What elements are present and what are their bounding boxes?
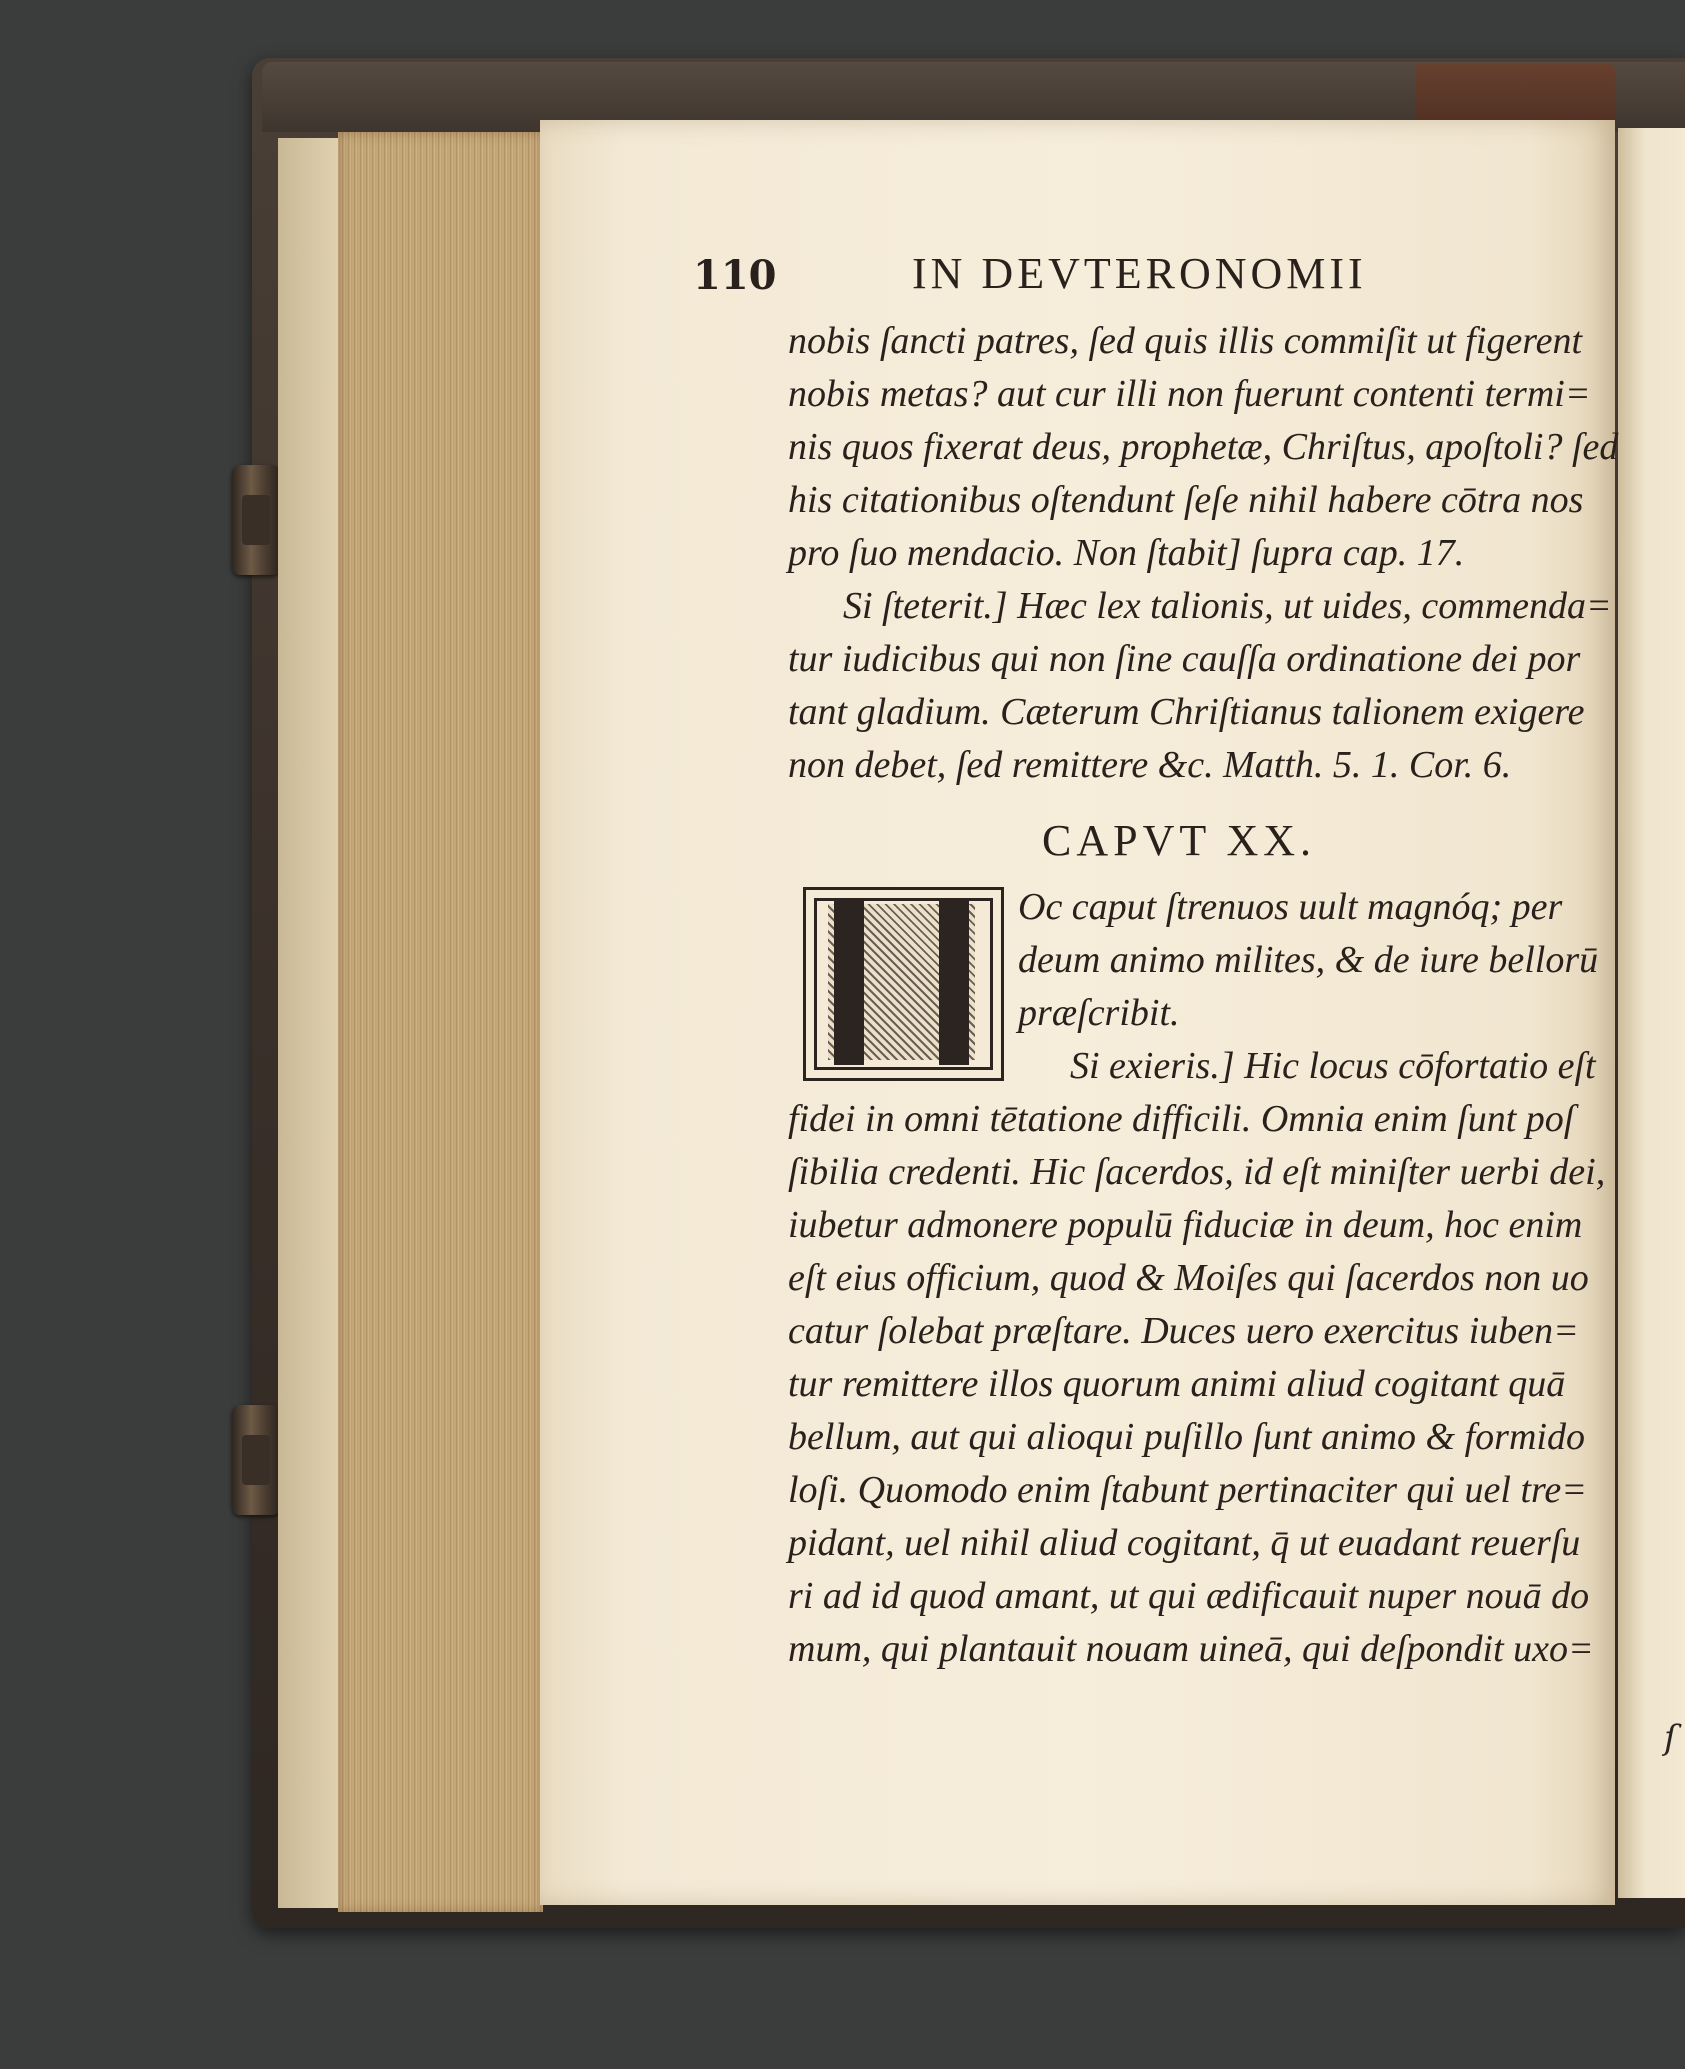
text-line: nis quos fixerat deus, prophetæ, Chriſtus, apoſtoli? ſed [788,426,1619,468]
text-line: non debet, ſed remittere &c. Matth. 5. 1. Cor. 6. [788,744,1512,786]
text-line: iubetur admonere populū fiduciæ in deum, hoc enim [788,1204,1583,1246]
text-line: pidant, uel nihil aliud cogitant, q̄ ut euadant reuerſu [788,1522,1581,1564]
text-line: ri ad id quod amant, ut qui ædificauit nuper nouā do [788,1575,1590,1617]
text-line: pro ſuo mendacio. Non ſtabit] ſupra cap. 17. [788,532,1465,574]
initial-stem-right [939,900,969,1065]
text-line: his citationibus oſtendunt ſeſe nihil habere cōtra nos [788,479,1584,521]
text-line: nobis ſancti patres, ſed quis illis commiſit ut figerent [788,320,1583,362]
text-line: præſcribit. [1018,992,1180,1034]
running-head: IN DEVTERONOMII [912,249,1367,298]
lower-clasp [232,1405,280,1515]
text-line: tant gladium. Cæterum Chriſtianus talionem exigere [788,691,1585,733]
text-line: nobis metas? aut cur illi non fuerunt contenti termi= [788,373,1591,415]
text-line: mum, qui plantauit nouam uineā, qui deſpondit uxo= [788,1628,1594,1670]
text-line: fidei in omni tētatione difficili. Omnia enim ſunt poſ [788,1098,1575,1140]
text-line: Si exieris.] Hic locus cōfortatio eſt [1070,1045,1596,1087]
decorated-initial-h-icon [803,887,1004,1081]
page-number: 110 [693,252,777,299]
text-line: loſi. Quomodo enim ſtabunt pertinaciter qui uel tre= [788,1469,1587,1511]
facing-page-edge [1618,128,1685,1898]
text-line: tur iudicibus qui non ſine cauſſa ordinatione dei por [788,638,1581,680]
page-edges [338,132,543,1912]
facing-page-fragment: ſ [1664,1718,1677,1758]
text-line: ſibilia credenti. Hic ſacerdos, id eſt miniſter uerbi dei, [788,1151,1606,1193]
text-line: Oc caput ſtrenuos uult magnóq; per [1018,886,1563,928]
upper-clasp [232,465,280,575]
text-line: bellum, aut qui alioqui puſillo ſunt animo & formido [788,1416,1585,1458]
initial-stem-left [834,900,864,1065]
text-line: Si ſteterit.] Hæc lex talionis, ut uides, commenda= [843,585,1612,627]
text-line: deum animo milites, & de iure bellorū [1018,939,1599,981]
chapter-heading: CAPVT XX. [1042,816,1317,865]
text-line: eſt eius officium, quod & Moiſes qui ſacerdos non uo [788,1257,1589,1299]
text-line: catur ſolebat præſtare. Duces uero exercitus iuben= [788,1310,1579,1352]
text-line: tur remittere illos quorum animi aliud cogitant quā [788,1363,1566,1405]
